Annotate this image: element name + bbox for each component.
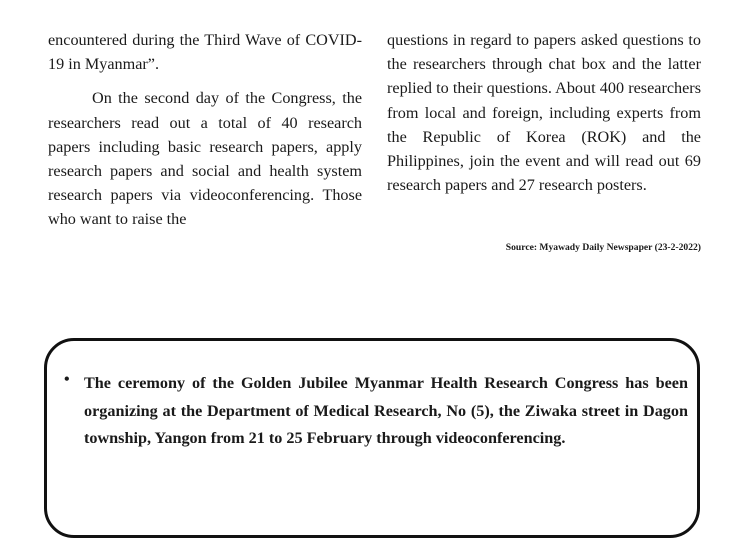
right-column — [387, 28, 701, 197]
left-column — [48, 28, 362, 232]
right-paragraph-1: questions in regard to papers asked questions to the researchers through chat box and the latter replied to their questions. About 400 researchers from local and foreign, including experts from the Republic of Korea (ROK) and the Philippines, join the event and will read out 69 research papers and 27 research posters. — [387, 31, 701, 195]
left-paragraph-2: On the second day of the Congress, the researchers read out a total of 40 research papers including basic research papers, apply research papers and social and health system research papers via videoconferencing. Those who want to raise the — [48, 89, 362, 229]
source-citation: Source: Myawady Daily Newspaper (23-2-2022) — [505, 242, 701, 253]
bullet-icon: • — [64, 371, 70, 388]
highlight-bullet-text: The ceremony of the Golden Jubilee Myanmar Health Research Congress has been organizing at the Department of Medical Research, No (5), the Ziwaka street in Dagon township, Yangon from 21 to 25 February through videoconferencing. — [84, 374, 688, 447]
left-paragraph-1: encountered during the Third Wave of COVID-19 in Myanmar”. — [48, 31, 362, 74]
